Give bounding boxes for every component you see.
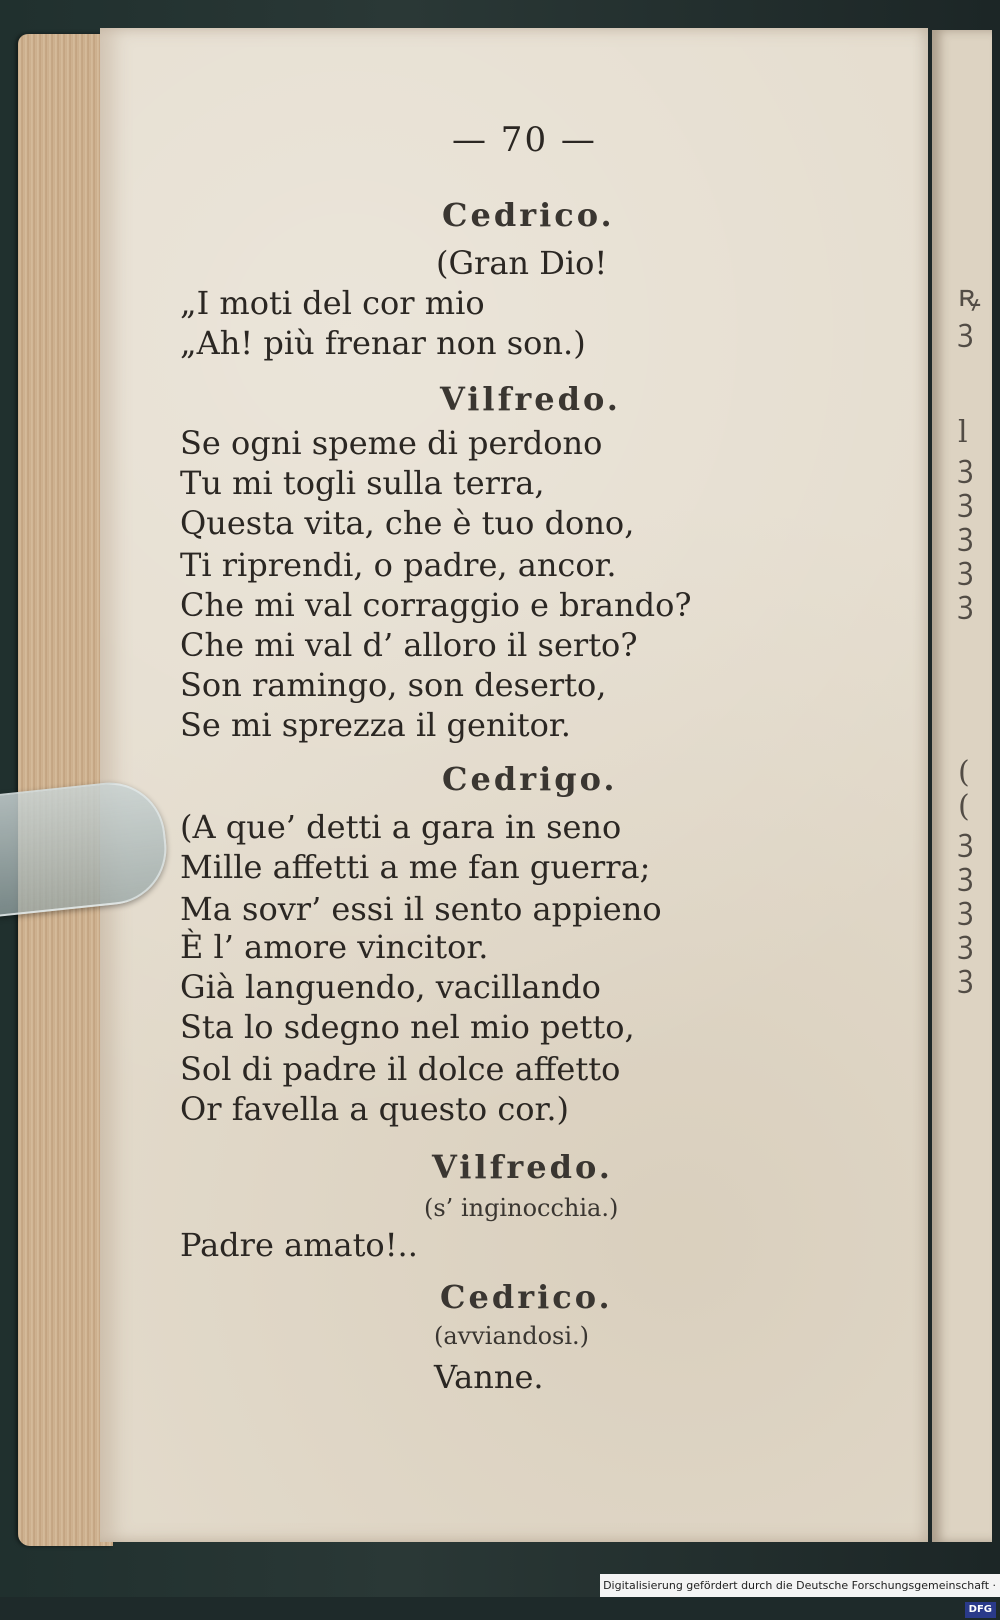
digitization-footer <box>600 1574 1000 1615</box>
speaker-name: Vilfredo. <box>440 380 621 418</box>
speaker-name: Cedrico. <box>440 1278 613 1316</box>
verse-line: „I moti del cor mio <box>180 284 485 322</box>
speaker-name: Vilfredo. <box>432 1148 613 1186</box>
verse-line: Vanne. <box>434 1358 544 1396</box>
speaker-name: Cedrico. <box>442 196 615 234</box>
dfg-logo: DFG <box>965 1602 996 1618</box>
verse-line: Padre amato!.. <box>180 1226 418 1264</box>
facing-page-glyphs: ꝶ ꝫ l ꝫ ꝫ ꝫ ꝫ ꝫ ( ( ꝫ ꝫ ꝫ ꝫ ꝫ <box>958 279 981 994</box>
verse-line: Or favella a questo cor.) <box>180 1090 569 1128</box>
verse-line: „Ah! più frenar non son.) <box>180 324 586 362</box>
verse-line: Che mi val corraggio e brando? <box>180 586 692 624</box>
verse-line: (A que’ detti a gara in seno <box>180 808 622 846</box>
verse-line: Ma sovr’ essi il sento appieno <box>180 890 662 928</box>
stage-direction: (avviandosi.) <box>434 1322 590 1350</box>
verse-line: Sta lo sdegno nel mio petto, <box>180 1008 635 1046</box>
verse-line: Tu mi togli sulla terra, <box>180 464 545 502</box>
verse-line: È l’ amore vincitor. <box>180 928 489 966</box>
verse-line: Se ogni speme di perdono <box>180 424 603 462</box>
page-number: — 70 — <box>452 120 597 160</box>
verse-line: Mille affetti a me fan guerra; <box>180 848 651 886</box>
verse-line: Che mi val d’ alloro il serto? <box>180 626 638 664</box>
footer-text: Digitalisierung gefördert durch die Deutsche Forschungsgemeinschaft · <box>603 1579 996 1592</box>
verse-line: Sol di padre il dolce affetto <box>180 1050 621 1088</box>
speaker-name: Cedrigo. <box>442 760 618 798</box>
verse-line: Se mi sprezza il genitor. <box>180 706 571 744</box>
verse-line: (Gran Dio! <box>436 244 608 282</box>
verse-line: Già languendo, vacillando <box>180 968 601 1006</box>
stage-direction: (s’ inginocchia.) <box>424 1194 619 1222</box>
verse-line: Son ramingo, son deserto, <box>180 666 607 704</box>
verse-line: Questa vita, che è tuo dono, <box>180 504 635 542</box>
verse-line: Ti riprendi, o padre, ancor. <box>180 546 617 584</box>
